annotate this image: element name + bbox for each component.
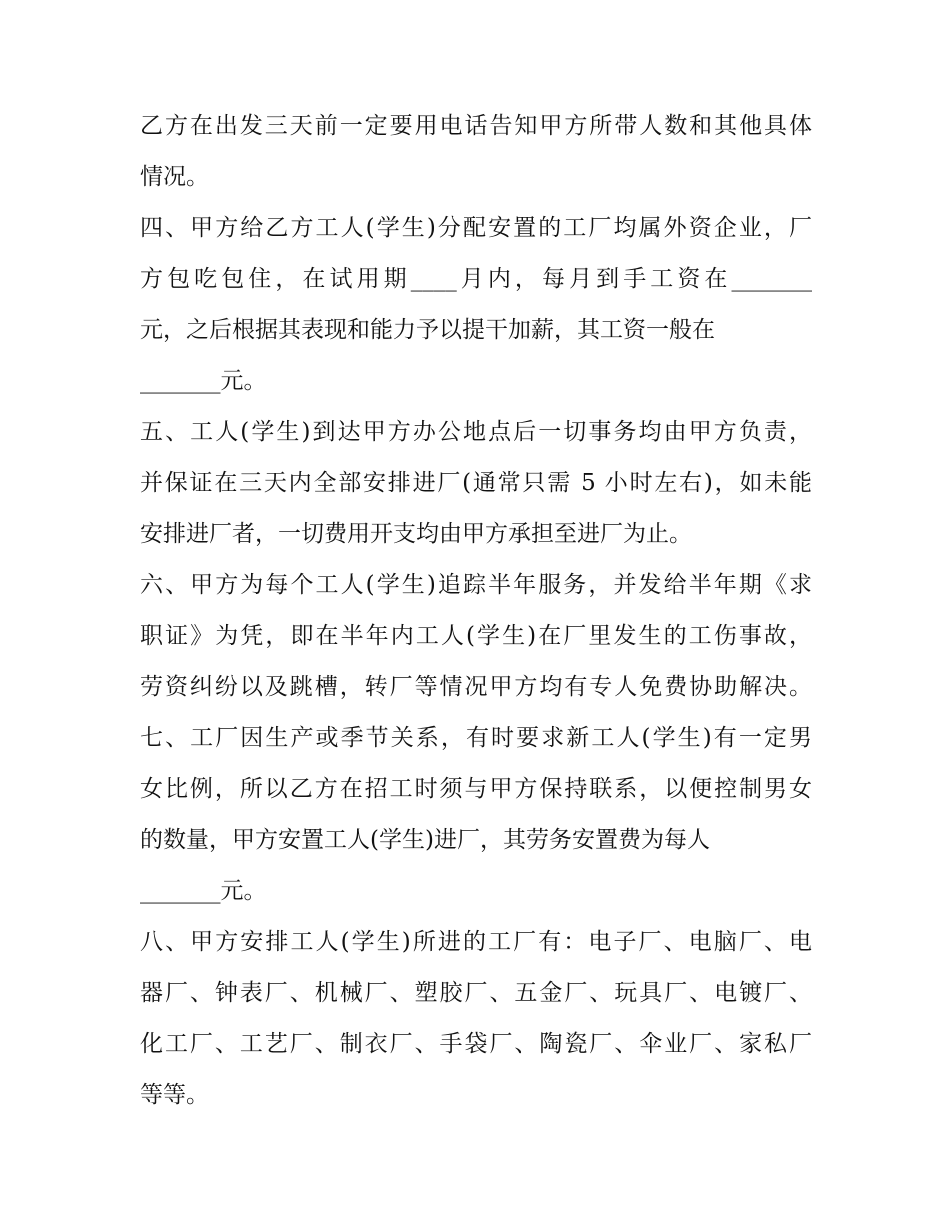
text-line: 情况。 [140,164,209,190]
text-line: 的数量，甲方安置工人(学生)进厂，其劳务安置费为每人 [140,827,710,853]
text-line: _______元。 [140,878,267,904]
text-line: 等等。 [140,1082,209,1108]
text-line: 劳资纠纷以及跳槽，转厂等情况甲方均有专人免费协助解决。 [140,674,812,700]
text-line: 女比例，所以乙方在招工时须与甲方保持联系，以便控制男女 [140,776,812,802]
text-line: 七、工厂因生产或季节关系，有时要求新工人(学生)有一定男 [140,725,812,751]
text-line: 乙方在出发三天前一定要用电话告知甲方所带人数和其他具体 [140,113,812,139]
text-line: 方包吃包住，在试用期____月内，每月到手工资在_______ [140,266,812,292]
text-line: 并保证在三天内全部安排进厂(通常只需 5 小时左右)，如未能 [140,470,812,496]
text-line: 职证》为凭，即在半年内工人(学生)在厂里发生的工伤事故， [140,623,812,649]
text-line: 六、甲方为每个工人(学生)追踪半年服务，并发给半年期《求 [140,572,812,598]
text-line: 四、甲方给乙方工人(学生)分配安置的工厂均属外资企业，厂 [140,215,812,241]
text-line: 八、甲方安排工人(学生)所进的工厂有：电子厂、电脑厂、电 [140,929,812,955]
text-line: 元，之后根据其表现和能力予以提干加薪，其工资一般在 [140,317,715,343]
text-line: 五、工人(学生)到达甲方办公地点后一切事务均由甲方负责， [140,419,812,445]
text-line: 器厂、钟表厂、机械厂、塑胶厂、五金厂、玩具厂、电镀厂、 [140,980,812,1006]
text-line: _______元。 [140,368,267,394]
text-line: 安排进厂者，一切费用开支均由甲方承担至进厂为止。 [140,521,692,547]
text-line: 化工厂、工艺厂、制衣厂、手袋厂、陶瓷厂、伞业厂、家私厂 [140,1031,812,1057]
